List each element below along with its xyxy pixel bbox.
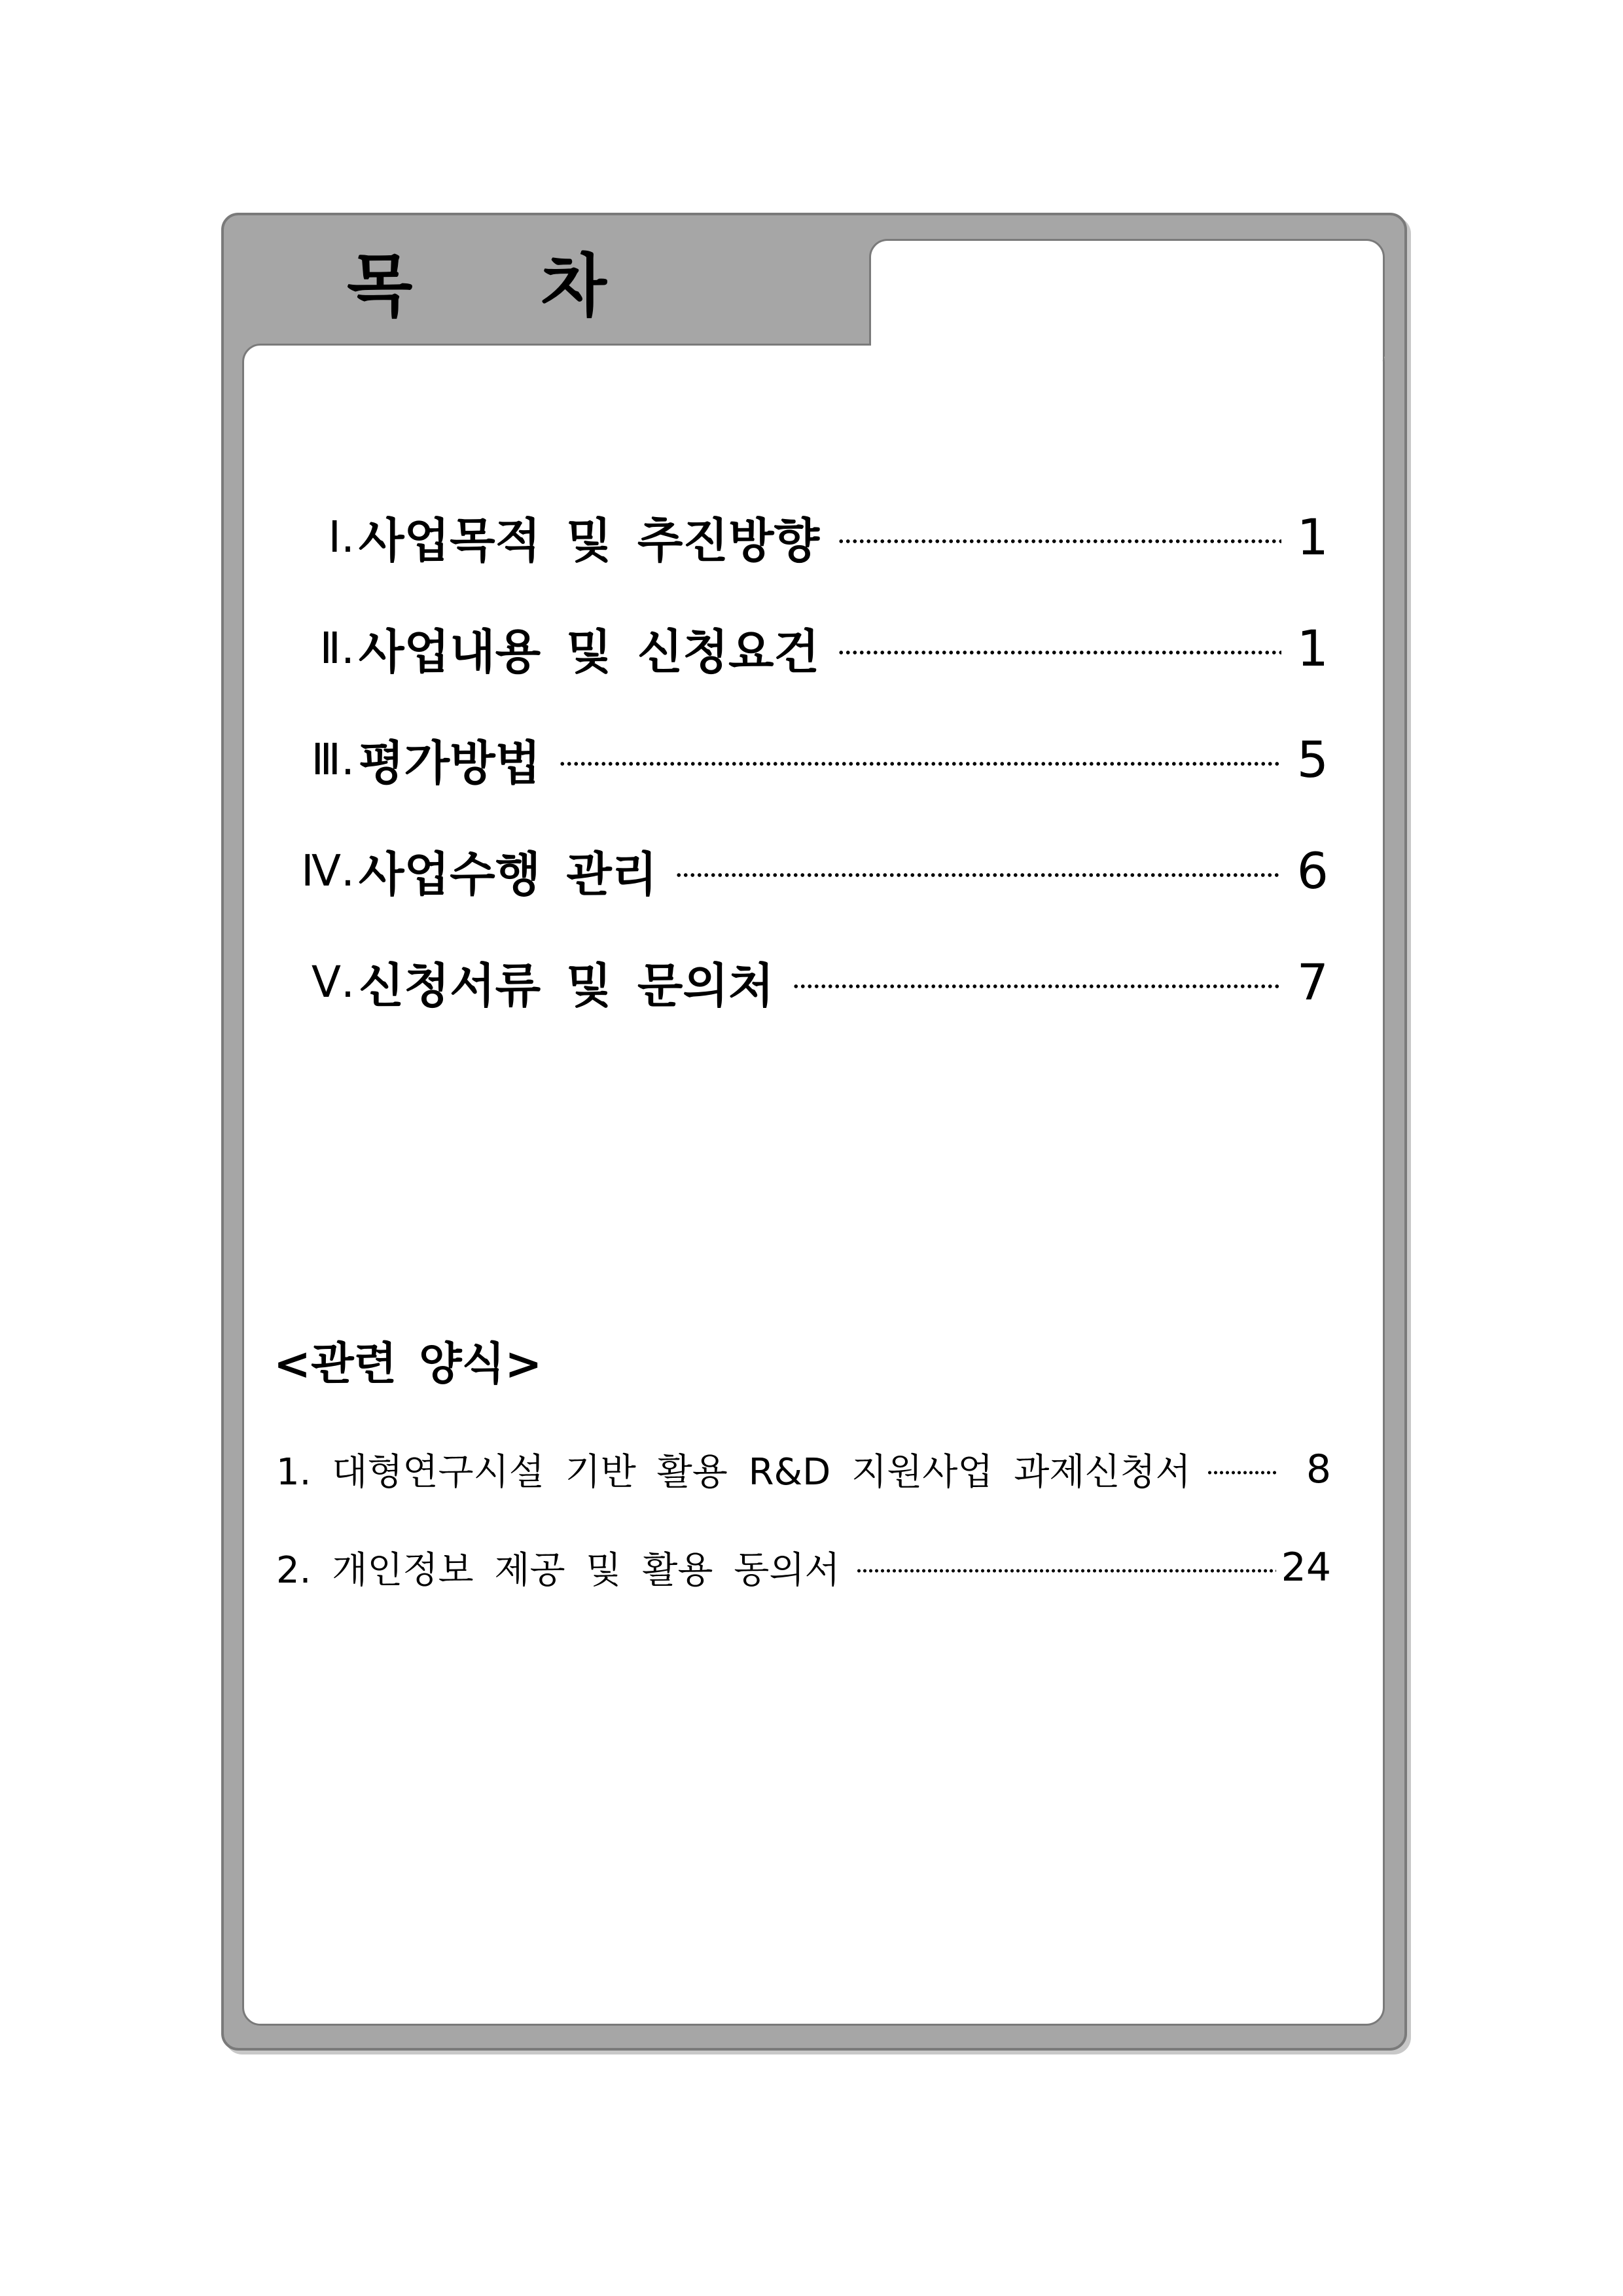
toc-leader-dots	[838, 539, 1281, 544]
toc-entry-title: 사업내용 및 신청요건	[359, 624, 820, 679]
toc-entry-number: Ⅱ.	[319, 622, 355, 673]
toc-entry[interactable]	[281, 592, 1329, 704]
frame-tab	[869, 239, 1385, 357]
toc-entry-number: Ⅰ.	[328, 511, 355, 562]
toc-entry[interactable]	[281, 481, 1329, 592]
form-entry[interactable]	[276, 1420, 1331, 1518]
toc-entry[interactable]	[281, 815, 1329, 926]
related-forms-list	[276, 1420, 1331, 1617]
toc-entry-page: 6	[1296, 841, 1329, 900]
toc-entry-number: Ⅴ.	[311, 956, 355, 1007]
page-title	[347, 234, 607, 326]
form-entry[interactable]	[276, 1518, 1331, 1617]
toc-leader-dots	[559, 761, 1281, 766]
page-title-char-1: 목	[347, 246, 413, 326]
toc-leader-dots	[793, 984, 1281, 989]
toc-entry-title: 평가방법	[359, 736, 541, 791]
toc-entry-page: 7	[1296, 952, 1329, 1011]
related-forms-heading: <관련 양식>	[274, 1338, 543, 1390]
toc-entry-title: 사업목적 및 추진방향	[359, 513, 820, 568]
toc-list	[281, 481, 1329, 1037]
form-entry-title: 2. 개인정보 제공 및 활용 동의서	[276, 1549, 840, 1592]
toc-entry[interactable]	[281, 704, 1329, 815]
toc-entry-page: 1	[1296, 619, 1329, 677]
page-title-char-2: 차	[541, 246, 607, 326]
toc-entry-title: 신청서류 및 문의처	[359, 958, 774, 1013]
form-leader-dots	[1207, 1470, 1276, 1475]
toc-leader-dots	[675, 872, 1281, 878]
toc-entry-page: 1	[1296, 507, 1329, 566]
form-leader-dots	[856, 1568, 1276, 1573]
form-entry-page: 24	[1281, 1545, 1331, 1590]
form-entry-page: 8	[1306, 1446, 1331, 1492]
form-entry-title: 1. 대형연구시설 기반 활용 R&D 지원사업 과제신청서	[276, 1451, 1191, 1494]
toc-entry[interactable]	[281, 926, 1329, 1037]
toc-entry-number: Ⅳ.	[301, 845, 355, 896]
toc-entry-title: 사업수행 관리	[359, 847, 658, 902]
toc-entry-page: 5	[1296, 730, 1329, 789]
toc-entry-number: Ⅲ.	[311, 734, 355, 785]
toc-leader-dots	[838, 650, 1281, 655]
